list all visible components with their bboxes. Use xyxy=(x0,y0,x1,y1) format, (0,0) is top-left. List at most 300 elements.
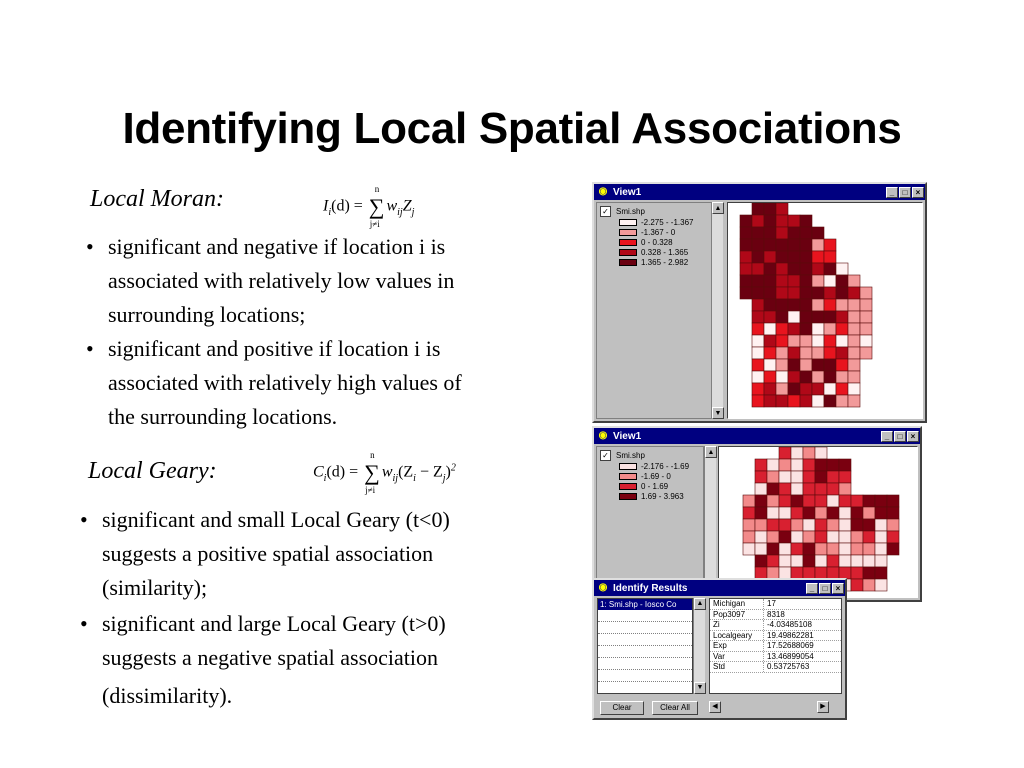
identified-features-list[interactable] xyxy=(597,598,693,694)
bullet-line: significant and small Local Geary (t<0) xyxy=(102,507,450,532)
county-polygon xyxy=(848,335,860,347)
close-button[interactable]: × xyxy=(912,187,924,198)
formula-arg: (d) = xyxy=(326,463,363,481)
attribute-name: Zi xyxy=(710,620,764,630)
attribute-value: 0.53725763 xyxy=(767,662,810,671)
county-polygon xyxy=(827,483,839,495)
county-polygon xyxy=(755,483,767,495)
attribute-row xyxy=(710,652,841,663)
county-polygon xyxy=(836,311,848,323)
county-polygon xyxy=(803,471,815,483)
county-polygon xyxy=(791,543,803,555)
county-polygon xyxy=(812,227,824,239)
county-polygon xyxy=(791,447,803,459)
identified-feature-item[interactable]: 1: Smi.shp - Iosco Co xyxy=(598,599,692,610)
sum-bottom: j≠i xyxy=(369,219,380,229)
county-polygon xyxy=(803,447,815,459)
county-polygon xyxy=(860,335,872,347)
county-polygon xyxy=(779,519,791,531)
county-polygon xyxy=(875,567,887,579)
county-polygon xyxy=(740,287,752,299)
county-polygon xyxy=(776,371,788,383)
county-polygon xyxy=(788,347,800,359)
moran-bullets xyxy=(86,230,576,434)
formula-open: (Z xyxy=(398,463,414,481)
county-polygon xyxy=(791,459,803,471)
county-polygon xyxy=(776,275,788,287)
bullet-line: (similarity); xyxy=(102,575,208,600)
county-polygon xyxy=(779,459,791,471)
county-polygon xyxy=(752,227,764,239)
scroll-right-button[interactable]: ▶ xyxy=(817,701,829,713)
county-polygon xyxy=(875,531,887,543)
county-polygon xyxy=(764,215,776,227)
county-polygon xyxy=(815,495,827,507)
county-polygon xyxy=(764,263,776,275)
scroll-up-button[interactable]: ▲ xyxy=(712,202,724,214)
county-polygon xyxy=(812,299,824,311)
county-polygon xyxy=(776,311,788,323)
county-polygon xyxy=(851,567,863,579)
close-button[interactable]: × xyxy=(907,431,919,442)
county-polygon xyxy=(848,275,860,287)
county-polygon xyxy=(767,543,779,555)
geary-bullet-2 xyxy=(80,607,570,717)
county-polygon xyxy=(776,383,788,395)
county-polygon xyxy=(887,543,899,555)
county-polygon xyxy=(764,347,776,359)
county-polygon xyxy=(740,251,752,263)
county-polygon xyxy=(743,543,755,555)
county-polygon xyxy=(800,251,812,263)
county-polygon xyxy=(824,311,836,323)
county-polygon xyxy=(875,495,887,507)
legend-label: 0 - 1.69 xyxy=(641,481,669,491)
county-polygon xyxy=(863,507,875,519)
county-polygon xyxy=(776,239,788,251)
county-polygon xyxy=(848,371,860,383)
clear-all-button[interactable]: Clear All xyxy=(652,701,698,715)
identify-title-bar xyxy=(594,580,845,596)
county-polygon xyxy=(788,323,800,335)
county-polygon xyxy=(839,471,851,483)
county-polygon xyxy=(740,227,752,239)
formula-close: ) xyxy=(445,463,451,481)
county-polygon xyxy=(836,371,848,383)
legend-swatch xyxy=(619,219,637,226)
legend-label: -2.275 - -1.367 xyxy=(641,217,694,227)
maximize-button[interactable]: □ xyxy=(819,583,831,594)
county-polygon xyxy=(803,459,815,471)
bullet-dot: • xyxy=(80,611,88,636)
county-polygon xyxy=(791,507,803,519)
county-polygon xyxy=(800,227,812,239)
legend-item xyxy=(597,481,703,491)
county-polygon xyxy=(887,495,899,507)
county-polygon xyxy=(779,531,791,543)
moran-bullet-2 xyxy=(86,332,576,434)
county-polygon xyxy=(827,519,839,531)
sum-glyph: ∑ xyxy=(368,194,385,219)
county-polygon xyxy=(752,335,764,347)
county-polygon xyxy=(764,323,776,335)
county-polygon xyxy=(740,263,752,275)
county-polygon xyxy=(824,335,836,347)
attribute-row xyxy=(710,641,841,652)
county-polygon xyxy=(812,335,824,347)
attribute-rows xyxy=(710,599,841,673)
county-polygon xyxy=(800,215,812,227)
formula-w-sub: ij xyxy=(397,206,403,218)
county-polygon xyxy=(764,371,776,383)
county-polygon xyxy=(824,383,836,395)
county-polygon xyxy=(755,459,767,471)
county-polygon xyxy=(788,275,800,287)
county-polygon xyxy=(875,555,887,567)
county-polygon xyxy=(824,275,836,287)
county-polygon xyxy=(800,359,812,371)
legend-label: -1.69 - 0 xyxy=(641,471,671,481)
attribute-row xyxy=(710,620,841,631)
list-item xyxy=(598,622,692,634)
county-polygon xyxy=(839,555,851,567)
legend-label: 0.328 - 1.365 xyxy=(641,247,689,257)
county-polygon xyxy=(788,251,800,263)
legend-scrollbar[interactable] xyxy=(704,446,716,598)
legend-list xyxy=(597,461,703,501)
county-polygon xyxy=(791,555,803,567)
county-polygon xyxy=(752,203,764,215)
bullet-line: surrounding locations; xyxy=(108,302,306,327)
county-polygon xyxy=(788,311,800,323)
county-polygon xyxy=(815,471,827,483)
slide-title: Identifying Local Spatial Associations xyxy=(122,104,902,153)
features-scrollbar[interactable] xyxy=(693,598,705,694)
county-polygon xyxy=(824,323,836,335)
scroll-up-button[interactable]: ▲ xyxy=(705,446,717,458)
list-item xyxy=(598,658,692,670)
county-polygon xyxy=(764,275,776,287)
county-polygon xyxy=(752,251,764,263)
county-polygon xyxy=(827,507,839,519)
arcview-app-icon: ◉ xyxy=(598,430,608,441)
county-polygon xyxy=(740,239,752,251)
county-polygon xyxy=(803,531,815,543)
county-polygon xyxy=(788,359,800,371)
map-canvas[interactable] xyxy=(727,202,923,419)
view-window-moran xyxy=(592,182,927,423)
county-polygon xyxy=(812,359,824,371)
minimize-button[interactable]: _ xyxy=(881,431,893,442)
geary-bullets xyxy=(80,503,570,717)
county-polygon xyxy=(860,347,872,359)
view-title-bar xyxy=(594,428,920,444)
attribute-value: 19.49862281 xyxy=(767,630,814,640)
county-polygon xyxy=(836,287,848,299)
attribute-name: Exp xyxy=(710,641,764,651)
county-polygon xyxy=(836,383,848,395)
minimize-button[interactable]: _ xyxy=(886,187,898,198)
county-polygon xyxy=(836,347,848,359)
county-polygon xyxy=(875,507,887,519)
view-title-bar xyxy=(594,184,925,200)
legend-item xyxy=(597,247,712,257)
scroll-down-button[interactable]: ▼ xyxy=(712,407,724,419)
county-polygon xyxy=(752,323,764,335)
county-polygon xyxy=(827,459,839,471)
county-polygon xyxy=(776,215,788,227)
county-polygon xyxy=(815,483,827,495)
county-polygon xyxy=(767,531,779,543)
county-polygon xyxy=(875,519,887,531)
county-polygon xyxy=(860,299,872,311)
county-polygon xyxy=(863,567,875,579)
county-polygon xyxy=(755,531,767,543)
local-geary-label: Local Geary: xyxy=(88,458,217,484)
legend-label: 0 - 0.328 xyxy=(641,237,673,247)
county-polygon xyxy=(863,579,875,591)
county-polygon xyxy=(827,531,839,543)
county-polygon xyxy=(839,507,851,519)
county-polygon xyxy=(755,543,767,555)
county-polygon xyxy=(767,459,779,471)
county-polygon xyxy=(860,287,872,299)
county-polygon xyxy=(776,323,788,335)
county-polygon xyxy=(815,555,827,567)
attribute-row xyxy=(710,610,841,621)
minimize-button[interactable]: _ xyxy=(806,583,818,594)
county-polygon xyxy=(779,471,791,483)
maximize-button[interactable]: □ xyxy=(894,431,906,442)
bullet-dot: • xyxy=(86,234,94,259)
list-item xyxy=(598,646,692,658)
county-polygon xyxy=(815,507,827,519)
county-polygon xyxy=(776,203,788,215)
attribute-value: 17.52688069 xyxy=(767,641,814,650)
attribute-value: -4.03485108 xyxy=(767,620,812,629)
county-polygon xyxy=(863,495,875,507)
legend-swatch xyxy=(619,249,637,256)
county-polygon xyxy=(812,263,824,275)
sum-symbol xyxy=(368,184,385,229)
county-polygon xyxy=(848,323,860,335)
county-polygon xyxy=(752,359,764,371)
view-window-geary xyxy=(592,426,922,602)
county-polygon xyxy=(800,383,812,395)
county-polygon xyxy=(743,507,755,519)
county-polygon xyxy=(788,371,800,383)
county-polygon xyxy=(836,395,848,407)
county-polygon xyxy=(776,287,788,299)
sum-glyph: ∑ xyxy=(364,460,380,485)
county-polygon xyxy=(776,347,788,359)
legend-label: -2.176 - -1.69 xyxy=(641,461,690,471)
legend-swatch xyxy=(619,229,637,236)
county-polygon xyxy=(800,371,812,383)
legend-scrollbar[interactable] xyxy=(711,202,723,419)
legend-swatch xyxy=(619,259,637,266)
county-polygon xyxy=(764,227,776,239)
county-polygon xyxy=(836,335,848,347)
list-item xyxy=(598,670,692,682)
county-polygon xyxy=(839,543,851,555)
county-polygon xyxy=(752,275,764,287)
table-of-contents xyxy=(596,446,704,598)
county-polygon xyxy=(752,239,764,251)
close-button[interactable]: × xyxy=(832,583,844,594)
county-polygon xyxy=(791,495,803,507)
attribute-name: Michigan xyxy=(710,599,764,609)
county-polygon xyxy=(776,359,788,371)
county-polygon xyxy=(752,311,764,323)
county-polygon xyxy=(812,395,824,407)
county-polygon xyxy=(875,543,887,555)
county-polygon xyxy=(860,323,872,335)
layer-header[interactable] xyxy=(597,203,712,217)
scroll-up-button[interactable]: ▲ xyxy=(694,598,706,610)
county-polygon xyxy=(851,507,863,519)
legend-swatch xyxy=(619,483,637,490)
county-polygon xyxy=(812,371,824,383)
legend-label: 1.69 - 3.963 xyxy=(641,491,684,501)
county-polygon xyxy=(848,287,860,299)
county-polygon xyxy=(803,483,815,495)
county-polygon xyxy=(812,311,824,323)
formula-lhs: I xyxy=(323,197,329,215)
county-polygon xyxy=(824,299,836,311)
formula-lhs-sub: i xyxy=(323,472,327,484)
formula-zi-sub: i xyxy=(413,472,416,484)
county-polygon xyxy=(764,239,776,251)
county-polygon xyxy=(788,227,800,239)
county-polygon xyxy=(815,447,827,459)
county-polygon xyxy=(836,323,848,335)
county-polygon xyxy=(824,347,836,359)
attribute-row xyxy=(710,631,841,642)
scroll-down-button[interactable]: ▼ xyxy=(694,682,706,694)
county-polygon xyxy=(824,395,836,407)
legend-item xyxy=(597,237,712,247)
layer-visibility-checkbox[interactable]: ✓ xyxy=(600,450,611,461)
attribute-row xyxy=(710,662,841,673)
county-polygon xyxy=(764,395,776,407)
county-polygon xyxy=(752,383,764,395)
county-polygon xyxy=(851,495,863,507)
county-polygon xyxy=(779,507,791,519)
formula-z-sub: j xyxy=(411,206,415,218)
county-polygon xyxy=(767,555,779,567)
county-polygon xyxy=(764,299,776,311)
county-polygon xyxy=(740,275,752,287)
county-polygon xyxy=(815,519,827,531)
county-polygon xyxy=(800,311,812,323)
moran-bullet-1 xyxy=(86,230,576,332)
county-polygon xyxy=(824,251,836,263)
attribute-table xyxy=(709,598,842,694)
county-polygon xyxy=(764,203,776,215)
county-polygon xyxy=(824,359,836,371)
county-polygon xyxy=(743,495,755,507)
sum-symbol xyxy=(364,450,380,495)
county-polygon xyxy=(743,519,755,531)
county-polygon xyxy=(827,555,839,567)
formula-zj-sub: j xyxy=(442,472,446,484)
county-polygon xyxy=(788,383,800,395)
clear-button[interactable]: Clear xyxy=(600,701,644,715)
formula-sup: 2 xyxy=(450,462,456,474)
identify-results-window xyxy=(592,578,847,720)
bullet-line: associated with relatively high values of xyxy=(108,370,462,395)
map-canvas[interactable] xyxy=(718,446,918,598)
sum-top: n xyxy=(370,450,375,460)
county-polygon xyxy=(827,543,839,555)
bullet-line: significant and negative if location i is xyxy=(108,234,446,259)
county-polygon xyxy=(767,519,779,531)
county-polygon xyxy=(836,299,848,311)
michigan-moran-map xyxy=(728,203,923,419)
layer-header[interactable] xyxy=(597,447,703,461)
attribute-name: Pop3097 xyxy=(710,610,764,620)
county-polygon xyxy=(803,495,815,507)
maximize-button[interactable]: □ xyxy=(899,187,911,198)
table-of-contents xyxy=(596,202,713,419)
county-polygon xyxy=(839,459,851,471)
county-polygon xyxy=(776,263,788,275)
county-polygon xyxy=(839,531,851,543)
legend-label: -1.367 - 0 xyxy=(641,227,676,237)
county-polygon xyxy=(887,507,899,519)
county-polygon xyxy=(800,299,812,311)
legend-item xyxy=(597,461,703,471)
county-polygon xyxy=(755,471,767,483)
layer-visibility-checkbox[interactable]: ✓ xyxy=(600,206,611,217)
county-polygon xyxy=(791,519,803,531)
local-moran-label: Local Moran: xyxy=(90,186,224,212)
county-polygon xyxy=(815,543,827,555)
arcview-app-icon: ◉ xyxy=(598,186,608,197)
county-polygon xyxy=(752,299,764,311)
county-polygon xyxy=(800,239,812,251)
county-polygon xyxy=(803,519,815,531)
county-polygon xyxy=(764,335,776,347)
bullet-line: the surrounding locations. xyxy=(108,404,338,429)
county-polygon xyxy=(848,359,860,371)
county-polygon xyxy=(812,347,824,359)
county-polygon xyxy=(839,483,851,495)
bullet-dot: • xyxy=(80,507,88,532)
county-polygon xyxy=(788,263,800,275)
attribute-name: Std xyxy=(710,662,764,672)
county-polygon xyxy=(851,579,863,591)
scroll-left-button[interactable]: ◀ xyxy=(709,701,721,713)
formula-minus: − Z xyxy=(415,463,443,481)
formula-z: Z xyxy=(402,197,412,215)
county-polygon xyxy=(767,507,779,519)
county-polygon xyxy=(764,359,776,371)
formula-w: w xyxy=(386,197,398,215)
sum-bottom: j≠i xyxy=(365,485,376,495)
county-polygon xyxy=(779,555,791,567)
county-polygon xyxy=(764,311,776,323)
layer-name: Smi.shp xyxy=(616,206,645,216)
county-polygon xyxy=(851,531,863,543)
legend-item xyxy=(597,491,703,501)
attribute-value: 13.46899054 xyxy=(767,651,814,661)
county-polygon xyxy=(863,543,875,555)
county-polygon xyxy=(812,383,824,395)
layer-name: Smi.shp xyxy=(616,450,645,460)
county-polygon xyxy=(812,275,824,287)
